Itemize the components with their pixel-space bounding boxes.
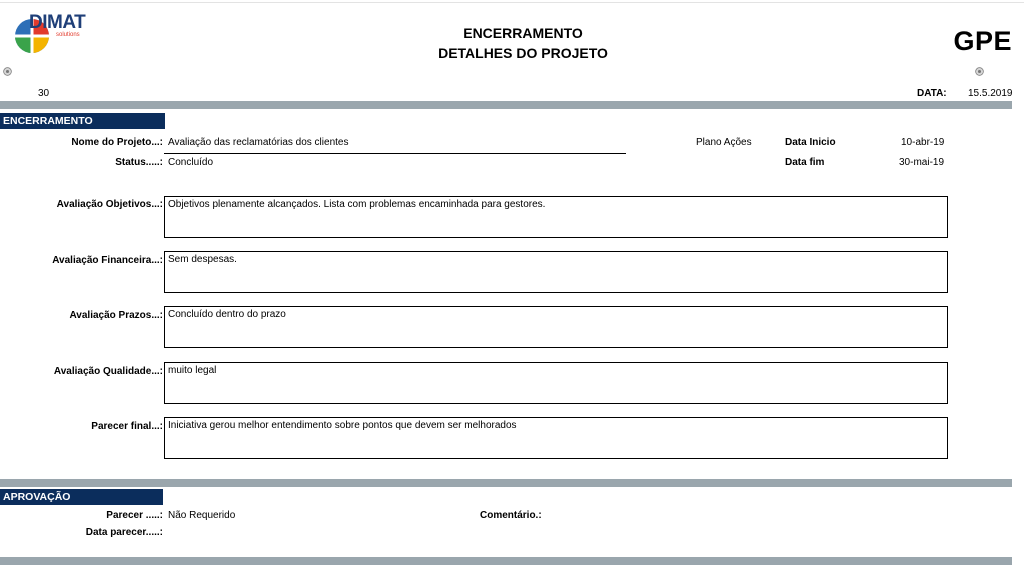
company-logo	[12, 12, 92, 60]
section-header-aprovacao: APROVAÇÃO ENCERRAMENTO	[0, 489, 163, 505]
avaliacao-financeira-label: Avaliação Financeira...:	[52, 255, 163, 266]
avaliacao-objetivos-label: Avaliação Objetivos...:	[56, 199, 163, 210]
project-name-underline	[164, 153, 626, 154]
status-value: Concluído	[168, 157, 214, 168]
status-label: Status.....:	[115, 157, 163, 168]
section-header-encerramento: ENCERRAMENTO	[0, 113, 165, 129]
avaliacao-prazos-value: Concluído dentro do prazo	[168, 309, 286, 320]
data-fim-label: Data fim	[785, 157, 825, 168]
separator-bar	[0, 101, 1012, 109]
settings-knob-icon	[975, 67, 984, 76]
data-fim-value: 30-mai-19	[899, 157, 945, 168]
data-inicio-value: 10-abr-19	[901, 137, 945, 148]
parecer-label: Parecer .....:	[106, 510, 163, 521]
page-number: 30	[38, 88, 50, 99]
page-title-line1: ENCERRAMENTO	[463, 25, 583, 41]
avaliacao-prazos-label: Avaliação Prazos...:	[69, 310, 163, 321]
parecer-final-value: Iniciativa gerou melhor entendimento sobre pontos que devem ser melhorados	[168, 420, 517, 431]
top-border	[0, 2, 1024, 3]
logo-text: DIMAT	[29, 12, 86, 33]
brand-label: GPE	[953, 26, 1012, 56]
parecer-value: Não Requerido	[168, 510, 236, 521]
date-value: 15.5.2019	[968, 88, 1013, 99]
avaliacao-prazos-field[interactable]	[164, 306, 948, 348]
comentario-label: Comentário.:	[480, 510, 542, 521]
avaliacao-financeira-field[interactable]	[164, 251, 948, 293]
project-name-value: Avaliação das reclamatórias dos clientes	[168, 137, 349, 148]
project-name-label: Nome do Projeto...:	[71, 137, 163, 148]
avaliacao-financeira-value: Sem despesas.	[168, 254, 237, 265]
separator-bar	[0, 479, 1012, 487]
plano-acoes-link[interactable]: Plano Ações	[696, 137, 752, 148]
page-title-line2: DETALHES DO PROJETO	[438, 45, 608, 61]
logo-subtext: solutions	[56, 32, 80, 38]
avaliacao-qualidade-label: Avaliação Qualidade...:	[53, 366, 163, 377]
data-inicio-label: Data Inicio	[785, 137, 836, 148]
settings-knob-icon	[3, 67, 12, 76]
date-label: DATA:	[917, 88, 947, 99]
separator-bar	[0, 557, 1012, 565]
parecer-final-field[interactable]	[164, 417, 948, 459]
parecer-final-label: Parecer final...:	[91, 421, 163, 432]
avaliacao-objetivos-field[interactable]	[164, 196, 948, 238]
avaliacao-qualidade-value: muito legal	[168, 365, 217, 376]
avaliacao-objetivos-value: Objetivos plenamente alcançados. Lista com problemas encaminhada para gestores.	[168, 199, 546, 210]
data-parecer-label: Data parecer.....:	[85, 527, 163, 538]
avaliacao-qualidade-field[interactable]	[164, 362, 948, 404]
